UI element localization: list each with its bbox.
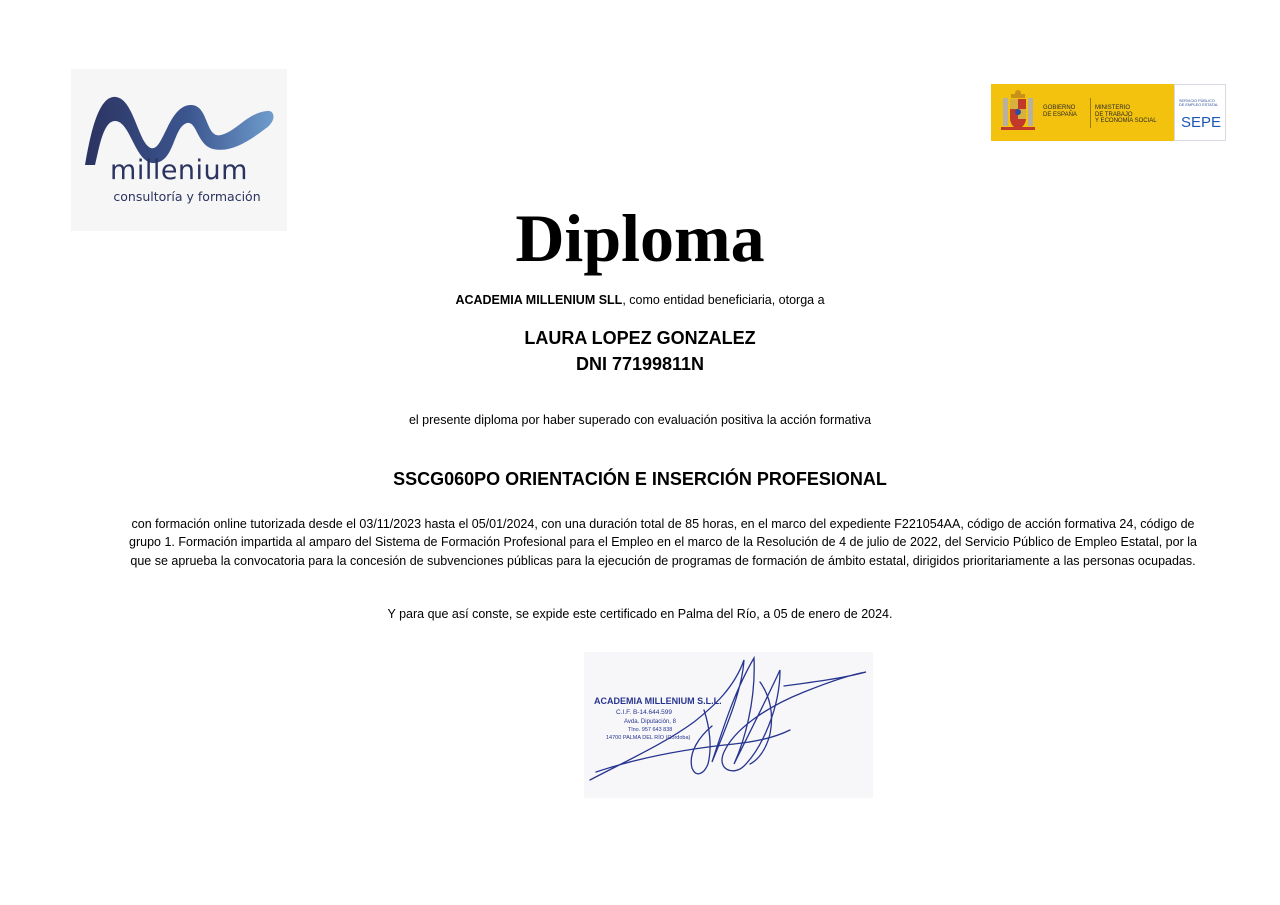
stamp-city: 14700 PALMA DEL RÍO (Córdoba) <box>606 735 691 741</box>
closing-line: Y para que así conste, se expide este certificado en Palma del Río, a 05 de enero de 2024. <box>387 607 893 621</box>
government-sepe-logo <box>991 84 1226 141</box>
stamp-company: ACADEMIA MILLENIUM S.L.L. <box>594 696 722 706</box>
awarding-suffix: , como entidad beneficiaria, otorga a <box>622 293 825 307</box>
stamp-address: Avda. Diputación, 8 <box>624 719 676 725</box>
sepe-wordmark: SEPE <box>1180 114 1222 131</box>
issuer-name: ACADEMIA MILLENIUM SLL <box>455 293 623 307</box>
logo-brand-name: millenium <box>110 155 248 186</box>
gobierno-text: GOBIERNO DE ESPAÑA <box>1043 105 1077 118</box>
signature-icon <box>584 652 873 798</box>
stamp-signature <box>584 652 873 798</box>
awarding-line <box>0 292 1280 308</box>
ministerio-text: MINISTERIO DE TRABAJO Y ECONOMÍA SOCIAL <box>1095 105 1157 124</box>
sepe-subtitle: SERVICIO PÚBLICO DE EMPLEO ESTATAL <box>1179 99 1219 108</box>
course-name: SSCG060PO ORIENTACIÓN E INSERCIÓN PROFESIONAL <box>393 469 887 489</box>
stamp-cif: C.I.F. B-14.644.599 <box>616 709 673 716</box>
recipient-id: DNI 77199811N <box>575 354 705 374</box>
stamp-phone: Tlno. 957 643 838 <box>628 727 673 733</box>
course-details: con formación online tutorizada desde el 03/11/2023 hasta el 05/01/2024, con una duración total de 85 horas, en el marco del expediente F221054AA, código de acción formativa 24, código de grupo 1. Formación impartida al amparo del Sistema de Formación Profesional para el Empleo en el marco de la Resolución de 4 de julio de 2022, del Servicio Público de Empleo Estatal, por la que se aprueba la convocatoria para la concesión de subvenciones públicas para la ejecución de programas de formación de ámbito estatal, dirigidos prioritariamente a las personas ocupadas. <box>129 517 1197 568</box>
coat-of-arms-icon <box>995 84 1041 141</box>
diploma-statement: el presente diploma por haber superado con evaluación positiva la acción formativa <box>408 413 872 427</box>
sepe-block <box>1174 84 1226 141</box>
gobierno-block <box>991 84 1174 141</box>
logo-tagline: consultoría y formación <box>113 189 261 204</box>
recipient-name: LAURA LOPEZ GONZALEZ <box>524 328 756 348</box>
diploma-title: Diploma <box>515 200 765 276</box>
